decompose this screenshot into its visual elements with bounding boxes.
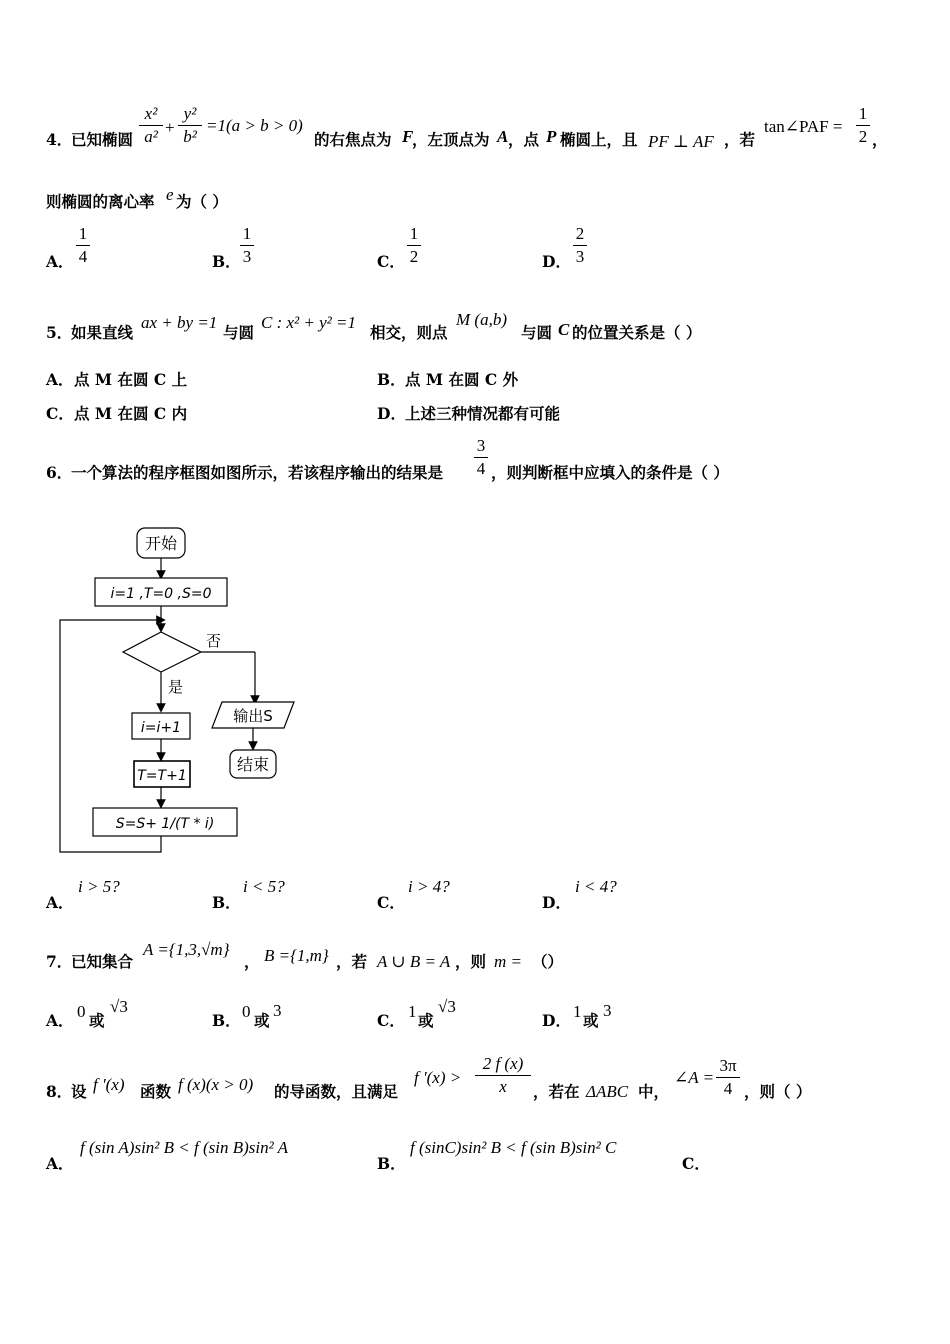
flow-step2-text: T=T+1 (137, 768, 187, 784)
q7-option-b-value1: 0 (242, 1002, 251, 1021)
q5-option-b-text: 点 M 在圆 C 外 (405, 370, 519, 389)
q8-text-5: 中， (638, 1082, 670, 1101)
q6-number: 6． (46, 463, 73, 482)
q4-perp: PF ⊥ AF (648, 132, 714, 151)
flow-output-text: 输出S (233, 707, 273, 725)
q7-option-c-value1: 1 (408, 1002, 417, 1021)
q5-option-d-text: 上述三种情况都有可能 (405, 404, 561, 423)
q7-set-b: B ={1,m} (264, 946, 329, 965)
flowchart (50, 520, 310, 860)
q4-text-2: 的右焦点为 (314, 130, 392, 149)
q4-option-b-label: B． (212, 252, 241, 271)
q4-option-d-num: 2 (575, 224, 585, 243)
q8-angle-frac (716, 1056, 740, 1099)
q6-result-den: 4 (476, 459, 486, 478)
q7-m-eq: m = (494, 952, 522, 971)
q7-option-a-value1: 0 (77, 1002, 86, 1021)
q7-text-1: 已知集合 (71, 952, 134, 971)
q6-option-b-text: i < 5? (243, 877, 285, 896)
q4-number: 4． (46, 130, 73, 149)
q7-union: A ∪ B = A (377, 952, 451, 971)
q4-option-a-num: 1 (78, 224, 88, 243)
q8-text-1: 设 (71, 1082, 87, 1101)
q4-tan: tan∠PAF = (764, 117, 843, 136)
q4-ellipse-frac-x (139, 104, 163, 147)
q4-comma: ， (872, 130, 888, 149)
q8-fx: f (x)(x > 0) (178, 1075, 254, 1094)
q8-text-3: 的导函数，且满足 (274, 1082, 399, 1101)
q7-option-d-label: D． (542, 1011, 571, 1030)
q5-option-c-label: C． (46, 404, 74, 423)
q8-triangle: ΔABC (586, 1082, 629, 1101)
q4-F: F (402, 127, 414, 146)
q4-eq-y2: y² (183, 104, 197, 123)
q8-text-4: ，若在 (533, 1082, 580, 1101)
q7-text-4: （） (532, 952, 564, 971)
q6-text-2: ，则判断框中应填入的条件是（ ） (491, 463, 729, 482)
q4-eq-x2: x² (144, 104, 158, 123)
q8-ineq-frac (475, 1054, 531, 1097)
q4-text-1: 已知椭圆 (71, 130, 134, 149)
q4-A: A (497, 127, 509, 146)
q6-option-d-text: i < 4? (575, 877, 617, 896)
q5-text-4: 与圆 (521, 323, 553, 342)
q7-number: 7． (46, 952, 73, 971)
q5-text-3: 相交，则点 (370, 323, 448, 342)
q8-option-b-text: f (sinC)sin² B < f (sin B)sin² C (410, 1138, 617, 1157)
flow-no-label: 否 (206, 632, 222, 650)
q4-option-c-label: C． (377, 252, 405, 271)
q8-option-a-text: f (sin A)sin² B < f (sin B)sin² A (80, 1138, 289, 1157)
q6-option-d-label: D． (542, 893, 571, 912)
q4-text-4: ，点 (508, 130, 540, 149)
q4-option-b-num: 1 (242, 224, 252, 243)
q7-option-d-value1: 1 (573, 1002, 582, 1021)
q5-line-eq: ax + by =1 (141, 313, 218, 332)
q8-number: 8． (46, 1082, 73, 1101)
q7-option-a-value2: √3 (110, 997, 128, 1016)
q4-line2-b: 为（ ） (176, 192, 228, 211)
q4-text-3: ，左顶点为 (412, 130, 490, 149)
q4-eq-rest: =1(a > b > 0) (206, 116, 303, 135)
q6-option-c-text: i > 4? (408, 877, 450, 896)
q7-option-a-or: 或 (89, 1011, 105, 1030)
q8-angle: ∠A = (674, 1068, 715, 1087)
q4-option-a-frac (76, 224, 90, 267)
q5-point: M (a,b) (456, 310, 507, 329)
q4-option-b-frac (240, 224, 254, 267)
q8-angle-den: 4 (723, 1079, 733, 1098)
q4-option-c-den: 2 (409, 247, 419, 266)
q4-option-d-label: D． (542, 252, 571, 271)
q5-option-a-text: 点 M 在圆 C 上 (74, 370, 188, 389)
q7-sep: ， (244, 952, 260, 971)
q7-set-a: A ={1,3,√m} (143, 940, 230, 959)
q5-text-2: 与圆 (223, 323, 255, 342)
flow-start-text: 开始 (144, 534, 178, 553)
q4-option-d-frac (573, 224, 587, 267)
q8-option-b-label: B． (377, 1154, 406, 1173)
q5-circle-eq: C : x² + y² =1 (261, 313, 356, 332)
q4-option-a-label: A． (46, 252, 74, 271)
q8-ineq-den: x (499, 1077, 507, 1096)
q4-eq-plus: + (165, 118, 175, 137)
q7-option-c-label: C． (377, 1011, 405, 1030)
flow-end-text: 结束 (236, 755, 270, 774)
q7-text-3: ，则 (455, 952, 487, 971)
q4-tan-frac (856, 104, 870, 147)
q4-tan-num: 1 (858, 104, 868, 123)
q4-option-d-den: 3 (575, 247, 585, 266)
q4-option-c-frac (407, 224, 421, 267)
q4-e: e (166, 185, 174, 204)
q4-text-6: ，若 (724, 130, 756, 149)
q5-number: 5． (46, 323, 73, 342)
q4-P: P (546, 127, 557, 146)
q7-option-d-value2: 3 (603, 1001, 612, 1020)
q5-option-b-label: B． (377, 370, 406, 389)
q5-text-5: 的位置关系是（ ） (572, 323, 702, 342)
q6-option-a-text: i > 5? (78, 877, 120, 896)
q4-tan-den: 2 (858, 127, 868, 146)
q4-eq-a2: a² (144, 127, 158, 146)
q4-line2-a: 则椭圆的离心率 (46, 192, 155, 211)
q7-option-c-or: 或 (418, 1011, 434, 1030)
flow-init-text: i=1 ,T=0 ,S=0 (110, 586, 212, 602)
q8-ineq-num: 2 f (x) (482, 1054, 524, 1073)
q7-option-b-label: B． (212, 1011, 241, 1030)
q5-option-a-label: A． (46, 370, 74, 389)
flow-yes-label: 是 (168, 678, 184, 696)
flow-decision (123, 632, 201, 672)
flow-step1-text: i=i+1 (140, 720, 182, 736)
q7-text-2: ，若 (336, 952, 368, 971)
q6-text-1: 一个算法的程序框图如图所示，若该程序输出的结果是 (71, 463, 444, 482)
q7-option-b-or: 或 (254, 1011, 270, 1030)
q8-angle-num: 3π (719, 1056, 737, 1075)
q7-option-a-label: A． (46, 1011, 74, 1030)
q6-result-num: 3 (476, 436, 486, 455)
q4-option-c-num: 1 (409, 224, 419, 243)
q4-text-5: 椭圆上，且 (560, 130, 638, 149)
q6-option-b-label: B． (212, 893, 241, 912)
q4-eq-b2: b² (183, 127, 197, 146)
q8-option-c-label: C． (682, 1154, 710, 1173)
flow-step3-text: S=S+ 1/(T * i) (115, 816, 215, 832)
q6-option-a-label: A． (46, 893, 74, 912)
q5-option-d-label: D． (377, 404, 406, 423)
q7-option-b-value2: 3 (273, 1001, 282, 1020)
q8-option-a-label: A． (46, 1154, 74, 1173)
q7-option-d-or: 或 (583, 1011, 599, 1030)
q4-option-b-den: 3 (242, 247, 252, 266)
q5-C: C (558, 320, 570, 339)
q8-ineq-left: f '(x) > (414, 1068, 462, 1087)
q7-option-c-value2: √3 (438, 997, 456, 1016)
q4-ellipse-frac-y (178, 104, 202, 147)
q8-text-2: 函数 (140, 1082, 172, 1101)
q6-result-frac (474, 436, 488, 479)
q5-text-1: 如果直线 (71, 323, 134, 342)
q5-option-c-text: 点 M 在圆 C 内 (74, 404, 188, 423)
q8-text-6: ，则（ ） (744, 1082, 812, 1101)
q4-option-a-den: 4 (78, 247, 88, 266)
q8-fprime: f '(x) (93, 1075, 125, 1094)
q6-option-c-label: C． (377, 893, 405, 912)
